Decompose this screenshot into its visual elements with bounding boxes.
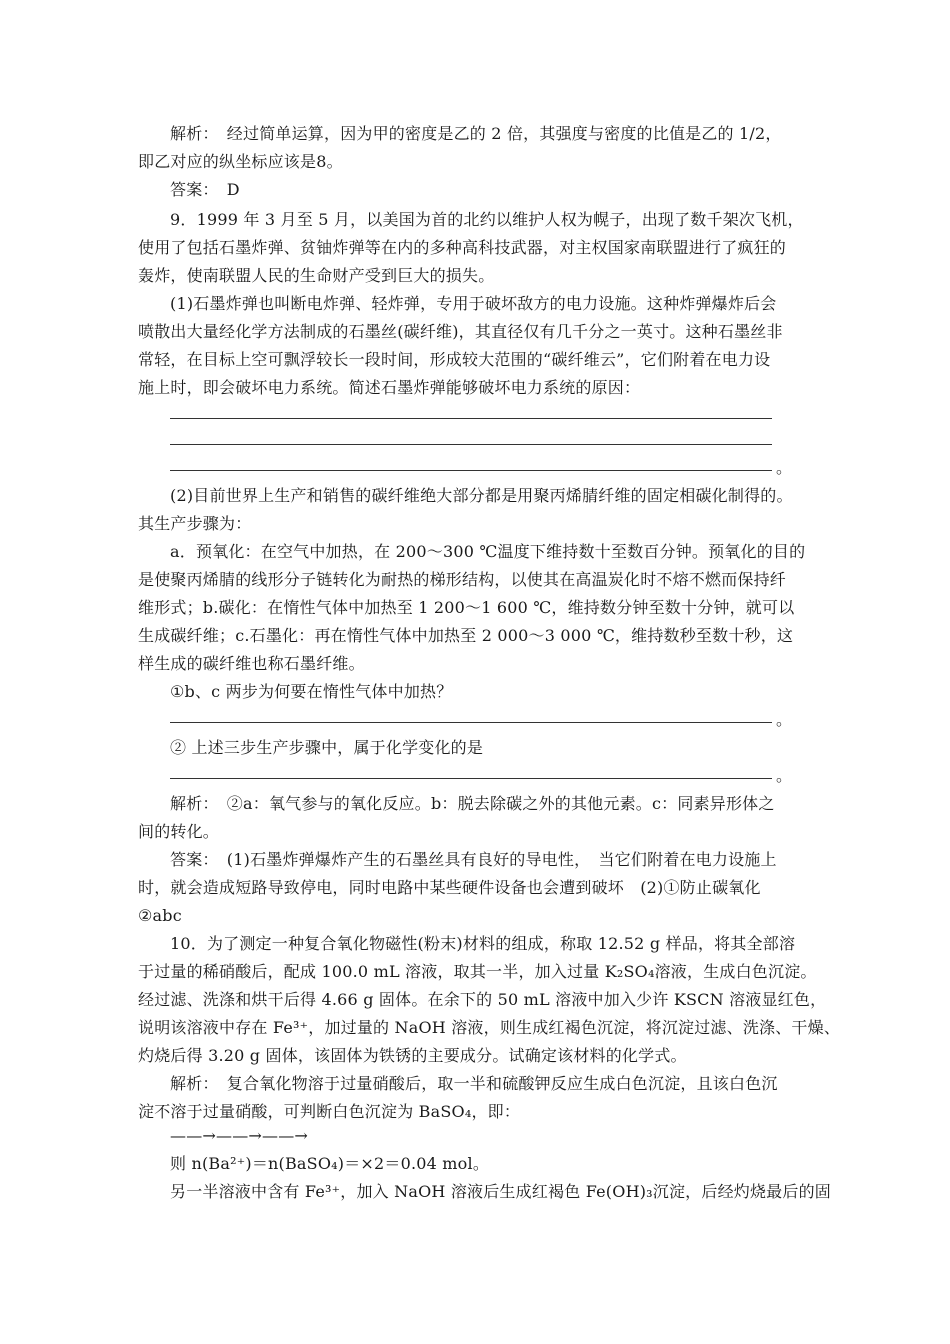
answer-blank[interactable] — [170, 722, 772, 723]
text-line: 其生产步骤为： — [138, 514, 252, 533]
text-line: 轰炸，使南联盟人民的生命财产受到巨大的损失。 — [138, 266, 495, 285]
text-line: ①b、c 两步为何要在惰性气体中加热？ — [170, 682, 453, 701]
reaction-arrows: ——→——→——→ — [170, 1126, 309, 1145]
analysis-line: 解析： ②a：氧气参与的氧化反应。b：脱去除碳之外的其他元素。c：同素异形体之 — [170, 794, 775, 813]
text-line: 灼烧后得 3.20 g 固体，该固体为铁锈的主要成分。试确定该材料的化学式。 — [138, 1046, 687, 1065]
analysis-line: 解析： 经过简单运算，因为甲的密度是乙的 2 倍，其强度与密度的比值是乙的 1/2， — [170, 124, 782, 143]
text-line: 时，就会造成短路导致停电，同时电路中某些硬件设备也会遭到破坏 (2)①防止碳氧化 — [138, 878, 761, 897]
answer-line: 答案： D — [170, 180, 240, 199]
text-line: 施上时，即会破坏电力系统。简述石墨炸弹能够破坏电力系统的原因： — [138, 378, 641, 397]
period-mark: 。 — [776, 458, 793, 477]
analysis-line: 解析： 复合氧化物溶于过量硝酸后，取一半和硫酸钾反应生成白色沉淀，且该白色沉 — [170, 1074, 778, 1093]
text-line: 经过滤、洗涤和烘干后得 4.66 g 固体。在余下的 50 mL 溶液中加入少许 KSCN 溶液显红色， — [138, 990, 827, 1009]
text-line: 说明该溶液中存在 Fe³⁺，加过量的 NaOH 溶液，则生成红褐色沉淀，将沉淀过滤、洗涤、干燥、 — [138, 1018, 841, 1037]
answer-line: 答案： (1)石墨炸弹爆炸产生的石墨丝具有良好的导电性， 当它们附着在电力设施上 — [170, 850, 777, 869]
question-10-line: 10．为了测定一种复合氧化物磁性(粉末)材料的组成，称取 12.52 g 样品，将其全部溶 — [170, 934, 796, 953]
text-line: 另一半溶液中含有 Fe³⁺，加入 NaOH 溶液后生成红褐色 Fe(OH)₃沉淀，后经灼烧最后的固 — [170, 1182, 831, 1201]
text-line: (1)石墨炸弹也叫断电炸弹、轻炸弹，专用于破坏敌方的电力设施。这种炸弹爆炸后会 — [170, 294, 777, 313]
answer-blank[interactable] — [170, 778, 772, 779]
text-line: 于过量的稀硝酸后，配成 100.0 mL 溶液，取其一半，加入过量 K₂SO₄溶液，生成白色沉淀。 — [138, 962, 817, 981]
text-line: 淀不溶于过量硝酸，可判断白色沉淀为 BaSO₄，即： — [138, 1102, 521, 1121]
text-line: 是使聚丙烯腈的线形分子链转化为耐热的梯形结构，以使其在高温炭化时不熔不燃而保持纤 — [138, 570, 787, 589]
answer-blank[interactable] — [170, 470, 772, 471]
text-line: ② 上述三步生产步骤中，属于化学变化的是 — [170, 738, 484, 757]
period-mark: 。 — [776, 710, 793, 729]
text-line: 生成碳纤维；c.石墨化：再在惰性气体中加热至 2 000～3 000 ℃，维持数秒至数十秒，这 — [138, 626, 794, 645]
text-line: a．预氧化：在空气中加热，在 200～300 ℃温度下维持数十至数百分钟。预氧化的目的 — [170, 542, 806, 561]
text-line: 即乙对应的纵坐标应该是8。 — [138, 152, 343, 171]
text-line: 喷散出大量经化学方法制成的石墨丝(碳纤维)，其直径仅有几千分之一英寸。这种石墨丝非 — [138, 322, 783, 341]
text-line: 间的转化。 — [138, 822, 220, 841]
text-line: 维形式；b.碳化：在惰性气体中加热至 1 200～1 600 ℃，维持数分钟至数十分钟，就可以 — [138, 598, 795, 617]
formula-line: 则 n(Ba²⁺)＝n(BaSO₄)＝×2＝0.04 mol。 — [170, 1154, 490, 1173]
text-line: ②abc — [138, 906, 182, 925]
question-9-line: 9．1999 年 3 月至 5 月，以美国为首的北约以维护人权为幌子，出现了数千架次飞机， — [170, 210, 804, 229]
text-line: (2)目前世界上生产和销售的碳纤维绝大部分都是用聚丙烯腈纤维的固定相碳化制得的。 — [170, 486, 793, 505]
period-mark: 。 — [776, 766, 793, 785]
text-line: 常轻，在目标上空可飘浮较长一段时间，形成较大范围的“碳纤维云”，它们附着在电力设 — [138, 350, 771, 369]
answer-blank[interactable] — [170, 418, 772, 419]
text-line: 使用了包括石墨炸弹、贫铀炸弹等在内的多种高科技武器，对主权国家南联盟进行了疯狂的 — [138, 238, 787, 257]
answer-blank[interactable] — [170, 444, 772, 445]
text-line: 样生成的碳纤维也称石墨纤维。 — [138, 654, 365, 673]
